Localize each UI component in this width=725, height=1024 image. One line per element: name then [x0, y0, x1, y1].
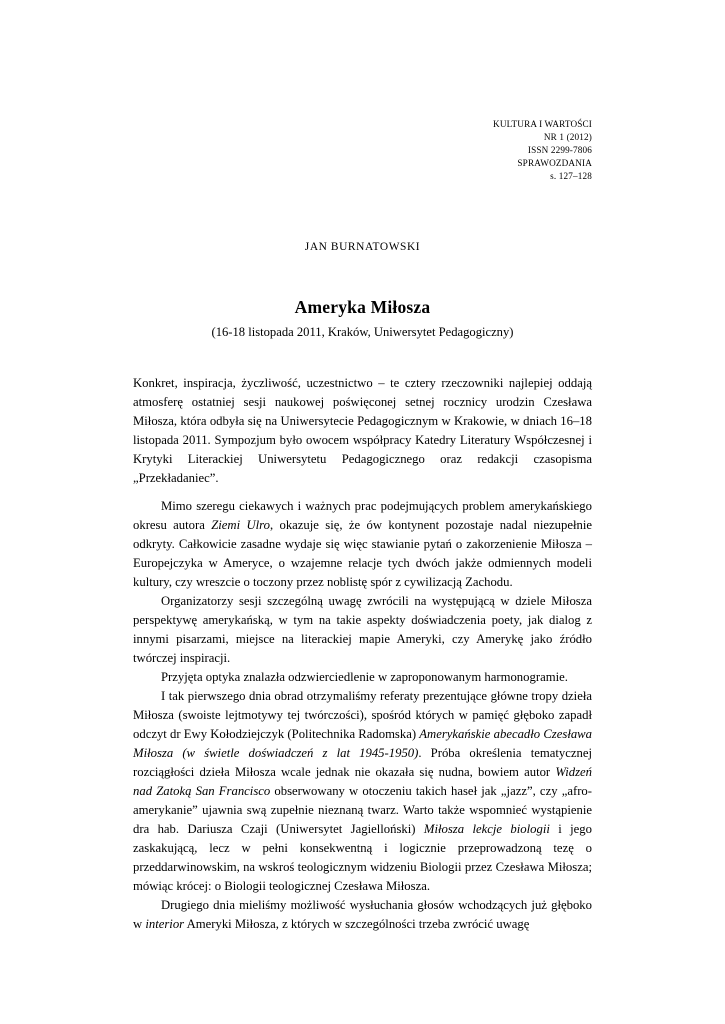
- article-author: JAN BURNATOWSKI: [304, 241, 421, 254]
- article-body: [133, 374, 592, 934]
- journal-header-line-5: s. 127–128: [550, 171, 592, 182]
- paragraph-gap: [133, 488, 592, 497]
- paragraph: Mimo szeregu ciekawych i ważnych prac podejmujących problem amerykańskiego okresu autora Ziemi Ulro, okazuje się, że ów kontynent pozostaje nadal niezupełnie odkryty. Całkowicie zasadne wydaje się więc stawianie pytań o zakorzenienie Miłosza – Europejczyka w Ameryce, o wzajemne relacje tych dwóch jakże odmiennych modeli kultury, czy wreszcie o toczony przez noblistę spór z cywilizacją Zachodu.: [133, 499, 592, 590]
- paragraph: Drugiego dnia mieliśmy możliwość wysłuchania głosów wchodzących już głęboko w interior Ameryki Miłosza, z których w szczególności trzeba zwrócić uwagę: [133, 897, 592, 931]
- journal-header-line-4: SPRAWOZDANIA: [517, 158, 592, 169]
- paragraph: Przyjęta optyka znalazła odzwierciedlenie w zaproponowanym harmonogramie.: [161, 670, 568, 685]
- article-subtitle: (16-18 listopada 2011, Kraków, Uniwersytet Pedagogiczny): [211, 325, 514, 340]
- journal-header: [133, 118, 592, 183]
- paragraph: Konkret, inspiracja, życzliwość, uczestnictwo – te cztery rzeczowniki najlepiej oddają atmosferę ostatniej sesji naukowej poświęconej setnej rocznicy urodzin Czesława Miłosza, która odbyła się na Uniwersytecie Pedagogicznym w Krakowie, w dniach 16–18 listopada 2011. Sympozjum było owocem współpracy Katedry Literatury Współczesnej i Krytyki Literackiej Uniwersytetu Pedagogicznego oraz redakcji czasopisma „Przekładaniec”.: [133, 376, 592, 486]
- journal-header-line-3: ISSN 2299-7806: [527, 145, 592, 156]
- journal-header-line-2: NR 1 (2012): [543, 132, 592, 143]
- page-title: Ameryka Miłosza: [294, 297, 431, 318]
- paragraph: I tak pierwszego dnia obrad otrzymaliśmy referaty prezentujące główne tropy dzieła Miłosza (swoiste lejtmotywy tej twórczości), spośród których w pamięć głęboko zapadł odczyt dr Ewy Kołodziejczyk (Politechnika Radomska) Amerykańskie abecadło Czesława Miłosza (w świetle doświadczeń z lat 1945-1950). Próba określenia tematycznej rozciągłości dzieła Miłosza wcale jednak nie okazała się nudna, bowiem autor Widzeń nad Zatoką San Francisco obserwowany w otoczeniu takich haseł jak „jazz”, czy „afro-amerykanie” ujawnia swą zupełnie nieznaną twarz. Warto także wspomnieć wystąpienie dra hab. Dariusza Czaji (Uniwersytet Jagielloński) Miłosza lekcje biologii i jego zaskakującą, lecz w pełni konsekwentną i logicznie przeprowadzoną tezę o przeddarwinowskim, na wskroś teologicznym widzeniu Biologii przez Czesława Miłosza; mówiąc krócej: o Biologii teologicznej Czesława Miłosza.: [133, 689, 592, 893]
- paragraph: Organizatorzy sesji szczególną uwagę zwrócili na występującą w dziele Miłosza perspektywę amerykańską, w tym na takie aspekty doświadczenia poety, jak dialog z innymi pisarzami, miejsce na literackiej mapie Ameryki, czy Amerykę jako źródło twórczej inspiracji.: [133, 594, 592, 666]
- journal-header-line-1: KULTURA I WARTOŚCI: [493, 119, 592, 129]
